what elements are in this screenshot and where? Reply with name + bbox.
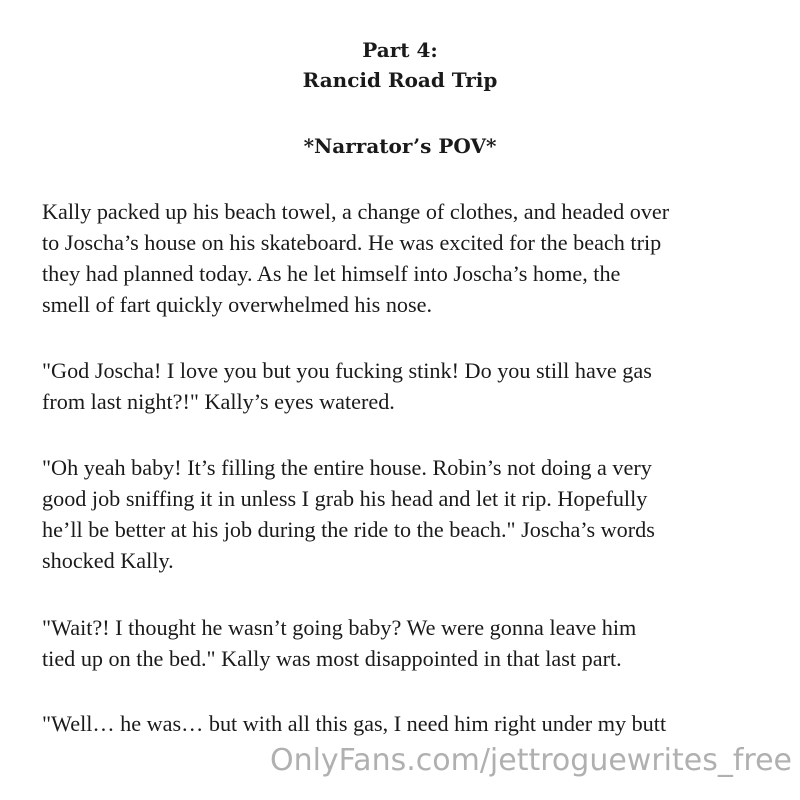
text-line: Kally packed up his beach towel, a change of clothes, and headed over <box>42 199 670 224</box>
text-line: shocked Kally. <box>42 548 174 573</box>
text-line: "Well… he was… but with all this gas, I need him right under my butt <box>42 711 667 736</box>
text-line: "God Joscha! I love you but you fucking stink! Do you still have gas <box>42 358 652 383</box>
text-line: smell of fart quickly overwhelmed his nose. <box>42 292 433 317</box>
text-line: from last night?!" Kally’s eyes watered. <box>42 389 395 414</box>
paragraph-4 <box>42 612 782 674</box>
text-line: to Joscha’s house on his skateboard. He was excited for the beach trip <box>42 230 662 255</box>
text-line: tied up on the bed." Kally was most disappointed in that last part. <box>42 646 622 671</box>
text-line: good job sniffing it in unless I grab his head and let it rip. Hopefully <box>42 486 648 511</box>
text-line: they had planned today. As he let himself into Joscha’s home, the <box>42 261 621 286</box>
paragraph-5 <box>42 708 782 739</box>
paragraph-1 <box>42 196 782 320</box>
text-line: he’ll be better at his job during the ride to the beach." Joscha’s words <box>42 517 655 542</box>
pov-heading: *Narrator’s POV* <box>303 134 497 158</box>
paragraph-2 <box>42 355 782 417</box>
part-heading: Part 4: <box>362 38 438 62</box>
watermark-text: OnlyFans.com/jettroguewrites_free <box>269 743 792 778</box>
text-line: "Wait?! I thought he wasn’t going baby? We were gonna leave him <box>42 615 637 640</box>
chapter-title: Rancid Road Trip <box>302 68 498 92</box>
paragraph-3 <box>42 452 782 576</box>
text-line: "Oh yeah baby! It’s filling the entire house. Robin’s not doing a very <box>42 455 652 480</box>
